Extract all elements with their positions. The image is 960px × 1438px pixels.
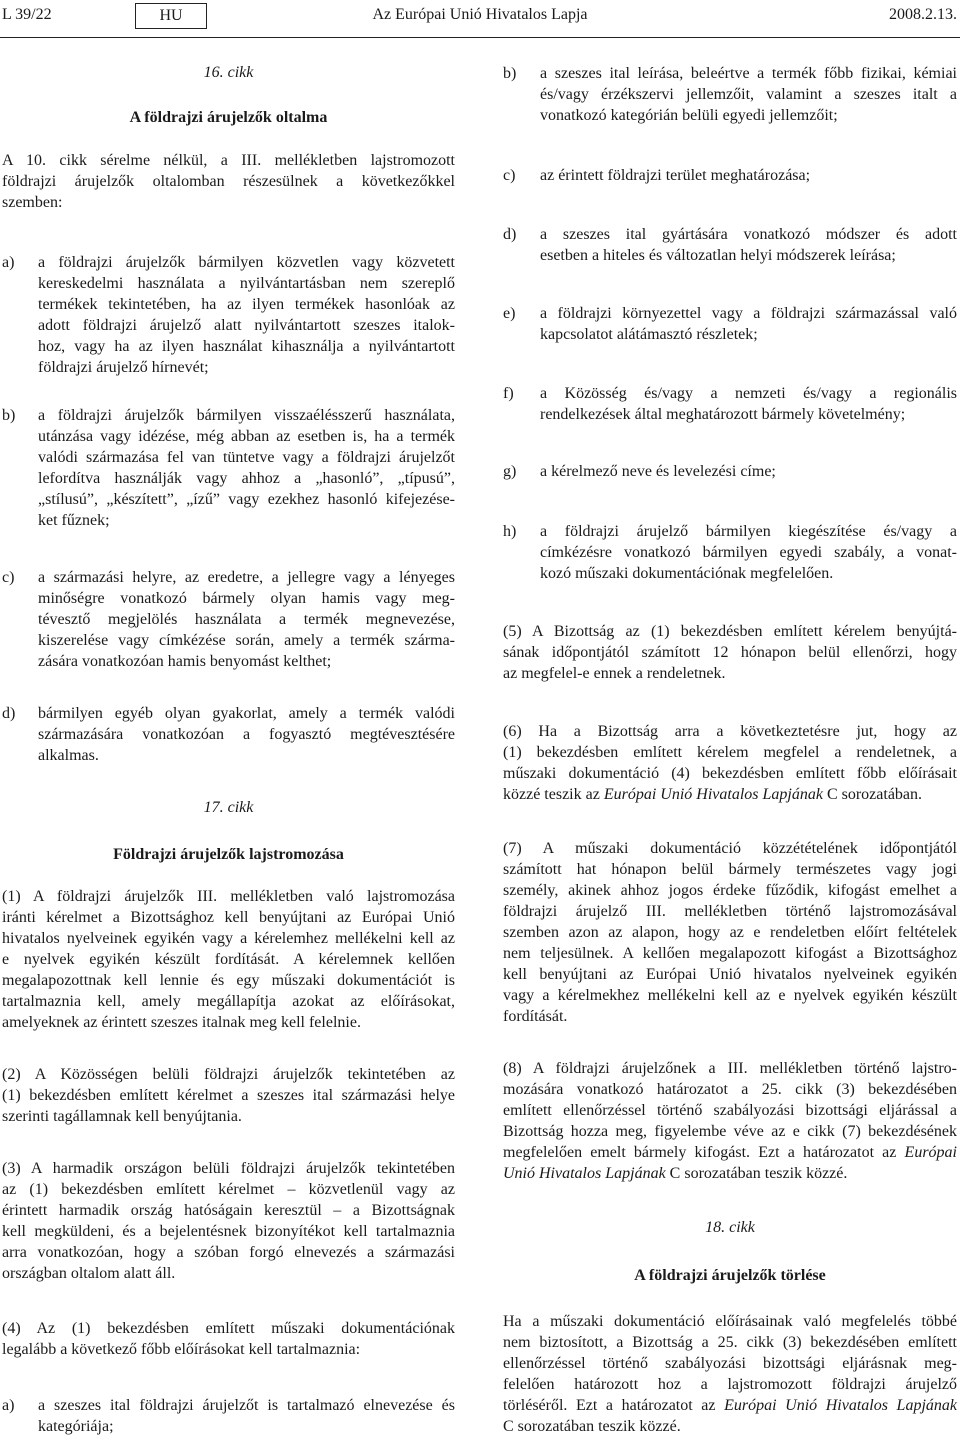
page-number: L 39/22 bbox=[2, 6, 52, 23]
text-line: (3) A harmadik országon belüli földrajzi árujelzők tekintetében bbox=[2, 1160, 455, 1177]
paragraph bbox=[503, 1058, 957, 1184]
text-line: kapcsolatot alátámasztó részletek; bbox=[540, 326, 758, 343]
text-line: lefordítva használják vagy ahhoz a „hasonló”, „típusú”, bbox=[38, 470, 455, 487]
text-line: földrajzi árujelző III. mellékletben történő lajstromozásával bbox=[503, 903, 957, 920]
text-line: címkézésre vonatkozó bármilyen egyedi szabály, a vonat- bbox=[540, 544, 957, 561]
text-line: szemben: bbox=[2, 194, 63, 211]
text-line: számított hat hónapon belül bármely természetes vagy jogi bbox=[503, 861, 957, 878]
text-line: vonatkozó kategórián belüli egyedi jellemzőit; bbox=[540, 107, 838, 124]
publication-date: 2008.2.13. bbox=[889, 6, 957, 23]
paragraph bbox=[503, 721, 957, 805]
list-item bbox=[2, 252, 455, 378]
article-title: A földrajzi árujelzők törlése bbox=[634, 1267, 826, 1284]
text-segment: megfelelően emelt bármely kifogást. Ezt a határozatot az bbox=[503, 1144, 905, 1161]
text-line: hoz, vagy ha az ilyen használat kihasználja a nyilvántartott bbox=[38, 338, 455, 355]
paragraph bbox=[503, 621, 957, 684]
text-line: termékek tekintetében, ha az ilyen termékek hasonlóak az bbox=[38, 296, 455, 313]
text-line: szerinti tagállamnak kell benyújtania. bbox=[2, 1108, 242, 1125]
list-item bbox=[503, 303, 957, 345]
text-line: az megfelel-e ennek a rendeletnek. bbox=[503, 665, 726, 682]
text-line: adott földrajzi árujelző alatt nyilvántartott szeszes italok- bbox=[38, 317, 455, 334]
text-line: ket fűznek; bbox=[38, 512, 110, 529]
article-number: 17. cikk bbox=[203, 799, 254, 816]
text-line: Bizottság hozza meg, figyelembe véve az e cikk (7) bekezdésének bbox=[503, 1123, 957, 1140]
text-line: a földrajzi környezettel vagy a földrajzi származással való bbox=[540, 305, 957, 322]
text-line: (5) A Bizottság az (1) bekezdésben említett kérelem benyújtá- bbox=[503, 623, 957, 640]
item-label: a) bbox=[2, 254, 15, 271]
item-label: b) bbox=[503, 65, 517, 82]
text-line: (2) A Közösségen belüli földrajzi árujelzők tekintetében az bbox=[2, 1066, 455, 1083]
paragraph bbox=[2, 886, 455, 1033]
list-item bbox=[2, 703, 455, 766]
text-line: nem biztosított, a Bizottság a 25. cikk (3) bekezdésében említett bbox=[503, 1334, 957, 1351]
article-number: 16. cikk bbox=[203, 64, 254, 81]
text-line: a származási helyre, az eredetre, a jellegre vagy a lényeges bbox=[38, 569, 455, 586]
text-line: Ha a műszaki dokumentáció előírásainak való megfelelés többé bbox=[503, 1313, 957, 1330]
text-line bbox=[503, 784, 957, 805]
text-line: az (1) bekezdésben említett kérelmet – közvetlenül vagy az bbox=[2, 1181, 455, 1198]
text-line: személy, akinek ahhoz jogos érdeke fűződik, kifogást emelhet a bbox=[503, 882, 957, 899]
item-label: d) bbox=[2, 705, 16, 722]
text-line: tartalmaznia kell, amely megállapítja azokat az előírásokat, bbox=[2, 993, 455, 1010]
text-line: esetben a hiteles és változatlan helyi módszerek leírása; bbox=[540, 247, 896, 264]
text-line: legalább a következő főbb előírásokat kell tartalmaznia: bbox=[2, 1341, 361, 1358]
list-item bbox=[503, 521, 957, 584]
text-segment: közzé teszik az bbox=[503, 786, 604, 803]
text-line: arra vonatkozóan, hogy a szóban forgó elnevezés a származási bbox=[2, 1244, 455, 1261]
list-item bbox=[503, 63, 957, 126]
text-line: a Közösség és/vagy a nemzeti és/vagy a regionális bbox=[540, 385, 957, 402]
journal-reference: Európai Unió Hivatalos Lapjának bbox=[724, 1397, 958, 1414]
text-line: (7) A műszaki dokumentáció közzétételének időpontjától bbox=[503, 840, 957, 857]
article-title: A földrajzi árujelzők oltalma bbox=[129, 109, 328, 126]
text-line: kell megküldeni, és a bejelentésnek bizonyítékot kell tartalmaznia bbox=[2, 1223, 455, 1240]
text-line: földrajzi árujelző hírnevét; bbox=[38, 359, 209, 376]
text-line: zására vonatkozóan hamis benyomást kelthet; bbox=[38, 653, 332, 670]
paragraph bbox=[503, 838, 957, 1027]
paragraph bbox=[2, 1318, 455, 1360]
paragraph bbox=[2, 1064, 455, 1127]
text-segment: C sorozatában. bbox=[822, 786, 923, 803]
text-line: országban oltalom alatt áll. bbox=[2, 1265, 176, 1282]
text-line: utánzása vagy idézése, még abban az esetben is, ha a termék bbox=[38, 428, 455, 445]
paragraph bbox=[2, 1158, 455, 1284]
text-segment: törléséről. Ezt a határozatot az bbox=[503, 1397, 725, 1414]
text-line: (1) A földrajzi árujelzők III. mellékletben való lajstromozása bbox=[2, 888, 455, 905]
text-line: (8) A földrajzi árujelzőnek a III. mellékletben történő lajstro- bbox=[503, 1060, 957, 1077]
text-line: valódi származása fel van tüntetve vagy a földrajzi árujelzőt bbox=[38, 449, 455, 466]
list-item bbox=[503, 383, 957, 425]
list-item bbox=[2, 1395, 455, 1437]
text-line: sának időpontjától számított 12 hónapon belül ellenőrzi, hogy bbox=[503, 644, 957, 661]
text-line: származására vonatkozóan a fogyasztó megtévesztésére bbox=[38, 726, 455, 743]
text-line: földrajzi árujelzők oltalomban részesülnek a következőkkel bbox=[2, 173, 455, 190]
text-line: e nyelvek egyikén készült fordítását. A kérelemnek kellően bbox=[2, 951, 455, 968]
list-item bbox=[503, 461, 957, 482]
text-line: kategóriája; bbox=[38, 1418, 114, 1435]
item-label: d) bbox=[503, 226, 517, 243]
item-label: c) bbox=[503, 167, 516, 184]
text-line: műszaki dokumentáció (4) bekezdésben említett főbb előírásait bbox=[503, 765, 957, 782]
journal-reference: Európai Unió Hivatalos Lapjának bbox=[603, 786, 823, 803]
text-line: C sorozatában teszik közzé. bbox=[503, 1418, 681, 1435]
journal-title: Az Európai Unió Hivatalos Lapja bbox=[372, 6, 588, 23]
text-line: A 10. cikk sérelme nélkül, a III. mellékletben lajstromozott bbox=[2, 152, 455, 169]
text-line: megalapozottnak kell lennie és egy műszaki dokumentációt is bbox=[2, 972, 455, 989]
list-item bbox=[503, 165, 957, 186]
list-item bbox=[2, 405, 455, 531]
item-label: g) bbox=[503, 463, 517, 480]
list-item bbox=[503, 224, 957, 266]
text-line: a szeszes ital leírása, beleértve a termék főbb fizikai, kémiai bbox=[540, 65, 957, 82]
text-segment: C sorozatában teszik közzé. bbox=[665, 1165, 848, 1182]
text-line: bármilyen egyéb olyan gyakorlat, amely a termék valódi bbox=[38, 705, 455, 722]
text-line: rendelkezések által meghatározott bármely követelmény; bbox=[540, 406, 906, 423]
item-label: f) bbox=[503, 385, 514, 402]
text-line: az érintett földrajzi terület meghatározása; bbox=[540, 167, 811, 184]
item-label: b) bbox=[2, 407, 16, 424]
text-line: a földrajzi árujelzők bármilyen közvetlen vagy közvetett bbox=[38, 254, 455, 271]
text-line: kiszerelése vagy címkézése során, amely a termék szárma- bbox=[38, 632, 455, 649]
list-item bbox=[2, 567, 455, 672]
text-line: említett ellenőrzéssel történő szabályozási bizottsági eljárással a bbox=[503, 1102, 957, 1119]
language-badge: HU bbox=[135, 3, 207, 29]
text-line: fordítását. bbox=[503, 1008, 568, 1025]
item-label: c) bbox=[2, 569, 15, 586]
journal-reference: Európai bbox=[904, 1144, 957, 1161]
text-line: mozására vonatkozó határozatot a 25. cikk (3) bekezdésében bbox=[503, 1081, 957, 1098]
article16-intro bbox=[2, 150, 455, 213]
text-line: a földrajzi árujelző bármilyen kiegészítése és/vagy a bbox=[540, 523, 957, 540]
text-line: a kérelmező neve és levelezési címe; bbox=[540, 463, 776, 480]
text-line bbox=[503, 1163, 957, 1184]
text-line: felelően határozott hoz a lajstromozott földrajzi árujelző bbox=[503, 1376, 957, 1393]
item-label: a) bbox=[2, 1397, 15, 1414]
text-line: iránti kérelmet a Bizottsághoz kell benyújtani az Európai Unió bbox=[2, 909, 455, 926]
item-label: e) bbox=[503, 305, 516, 322]
text-line: kell benyújtani az Európai Unió hivatalos nyelveinek egyikén bbox=[503, 966, 957, 983]
text-line: „stílusú”, „készített”, „ízű” vagy ezekhez hasonló kifejezése- bbox=[38, 491, 455, 508]
text-line bbox=[503, 1395, 957, 1416]
text-line: érintett harmadik ország hatóságain keresztül – a Bizottságnak bbox=[2, 1202, 455, 1219]
text-line: szemben azon az alapon, hogy az e rendeletben előírt feltételek bbox=[503, 924, 957, 941]
journal-reference: Unió Hivatalos Lapjának bbox=[503, 1165, 666, 1182]
text-line: kozó műszaki dokumentációnak megfelelően. bbox=[540, 565, 834, 582]
text-line: alkalmas. bbox=[38, 747, 99, 764]
header-rule bbox=[0, 37, 960, 38]
text-line bbox=[503, 1142, 957, 1163]
text-line: a szeszes ital gyártására vonatkozó módszer és adott bbox=[540, 226, 957, 243]
text-line: a szeszes ital földrajzi árujelzőt is tartalmazó elnevezése és bbox=[38, 1397, 455, 1414]
text-line: a földrajzi árujelzők bármilyen visszaélésszerű használata, bbox=[38, 407, 455, 424]
article-number: 18. cikk bbox=[705, 1219, 755, 1236]
text-line: (6) Ha a Bizottság arra a következtetésre jut, hogy az bbox=[503, 723, 957, 740]
text-line: vagy a kérelmekhez mellékelni kell az e nyelvek egyikén készült bbox=[503, 987, 957, 1004]
text-line: (1) bekezdésben említett kérelem megfelel a rendeletnek, a bbox=[503, 744, 957, 761]
article-title: Földrajzi árujelzők lajstromozása bbox=[113, 846, 344, 863]
text-line: és/vagy érzékszervi jellemzőit, valamint a szeszes italt a bbox=[540, 86, 957, 103]
text-line: minőségre vonatkozó bármely olyan hamis vagy meg- bbox=[38, 590, 455, 607]
paragraph bbox=[503, 1311, 957, 1437]
text-line: (1) bekezdésben említett kérelmet a szeszes ital származási helye bbox=[2, 1087, 455, 1104]
text-line: (4) Az (1) bekezdésben említett műszaki dokumentációnak bbox=[2, 1320, 455, 1337]
text-line: amelyeknek az érintett szeszes italnak meg kell felelnie. bbox=[2, 1014, 361, 1031]
text-line: kereskedelmi használata a nyilvántartásban nem szereplő bbox=[38, 275, 455, 292]
text-line: ellenőrzéssel történő szabályozási bizottsági eljárásnak meg- bbox=[503, 1355, 957, 1372]
text-line: nem teljesülnek. A kellően megalapozott kifogást a Bizottsághoz bbox=[503, 945, 957, 962]
item-label: h) bbox=[503, 523, 517, 540]
text-line: hivatalos nyelveinek egyikén vagy a kérelemhez mellékelni kell az bbox=[2, 930, 455, 947]
text-line: tévesztő megjelölés használata a termék megnevezése, bbox=[38, 611, 455, 628]
